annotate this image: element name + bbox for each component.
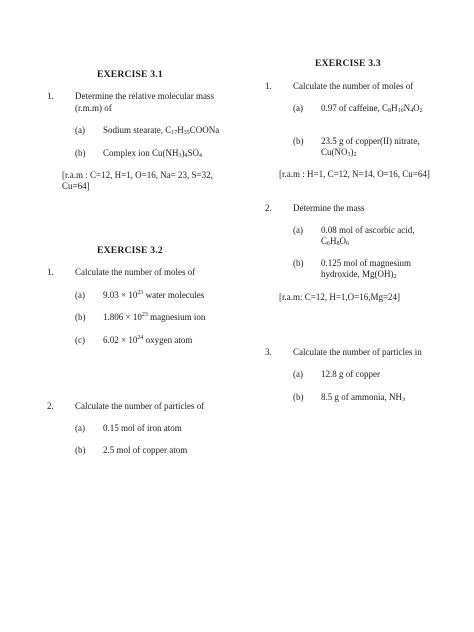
ex32-c-text: $6.02 \times 10^{24}$ oxygen atom bbox=[103, 335, 193, 345]
ex32-q2b-label: (b) bbox=[75, 445, 86, 455]
ex32-b-label: (b) bbox=[75, 312, 86, 322]
ex31-q1-line1: Determine the relative molecular mass bbox=[75, 91, 214, 101]
ex31-q1-number: 1. bbox=[47, 91, 54, 101]
ex33-b-line2: $Cu(NO_3)_2$ bbox=[321, 147, 357, 158]
ex33-q2a-label: (a) bbox=[293, 225, 303, 235]
ex33-ram1: [r.a.m : H=1, C=12, N=14, O=16, Cu=64] bbox=[279, 169, 430, 179]
ex33-a-label: (a) bbox=[293, 103, 303, 113]
ex33-q3a-label: (a) bbox=[293, 369, 303, 379]
ex32-q2b-text: 2.5 mol of copper atom bbox=[103, 445, 188, 455]
ex33-q2b-line2: hydroxide, $Mg(OH)_2$ bbox=[321, 269, 397, 280]
exercise-3-2-title: EXERCISE 3.2 bbox=[97, 245, 163, 256]
ex32-q1-text: Calculate the number of moles of bbox=[75, 267, 196, 277]
ex33-q2-number: 2. bbox=[265, 203, 272, 213]
ex33-q2a-line1: 0.08 mol of ascorbic acid, bbox=[321, 225, 415, 235]
exercise-3-1-title: EXERCISE 3.1 bbox=[97, 69, 163, 80]
ex31-ram-line1: [r.a.m : C=12, H=1, O=16, Na= 23, S=32, bbox=[62, 170, 213, 180]
ex33-q2a-line2: $C_6H_8O_6$ bbox=[321, 236, 350, 247]
ex32-q2a-text: 0.15 mol of iron atom bbox=[103, 423, 182, 433]
ex33-ram2: [r.a.m: C=12, H=1,O=16,Mg=24] bbox=[279, 292, 401, 302]
ex32-q2-text: Calculate the number of particles of bbox=[75, 401, 205, 411]
ex31-a-text: Sodium stearate, $C_{17}H_{35}COONa$ bbox=[103, 125, 220, 136]
ex33-q3b-label: (b) bbox=[293, 392, 304, 402]
ex33-a-text: 0.97 of caffeine, $C_8H_{10}N_4O_2$ bbox=[321, 103, 423, 114]
ex32-a-text: $9.03 \times 10^{23}$ water molecules bbox=[103, 290, 205, 300]
ex31-q1-line2: (r.m.m) of bbox=[75, 103, 112, 113]
ex33-q2b-label: (b) bbox=[293, 258, 304, 268]
ex31-b-text: Complex ion $Cu(NH_3)_4SO_4$ bbox=[103, 148, 203, 159]
ex32-q2a-label: (a) bbox=[75, 423, 85, 433]
ex33-b-line1: 23.5 g of copper(II) nitrate, bbox=[321, 136, 420, 146]
exercise-3-3-title: EXERCISE 3.3 bbox=[315, 58, 381, 69]
ex33-q1-number: 1. bbox=[265, 81, 272, 91]
ex31-b-label: (b) bbox=[75, 148, 86, 158]
ex32-c-label: (c) bbox=[75, 335, 85, 345]
ex33-q3-number: 3. bbox=[265, 347, 272, 357]
ex32-q2-number: 2. bbox=[47, 401, 54, 411]
ex33-q1-text: Calculate the number of moles of bbox=[293, 81, 414, 91]
ex31-a-label: (a) bbox=[75, 125, 85, 135]
ex33-q3b-text: 8.5 g of ammonia, $NH_3$ bbox=[321, 392, 405, 403]
ex33-q2-text: Determine the mass bbox=[293, 203, 365, 213]
ex33-q3a-text: 12.8 g of copper bbox=[321, 369, 380, 379]
ex31-ram-line2: Cu=64] bbox=[62, 181, 90, 191]
ex33-q2b-line1: 0.125 mol of magnesium bbox=[321, 258, 411, 268]
ex32-q1-number: 1. bbox=[47, 267, 54, 277]
ex32-a-label: (a) bbox=[75, 290, 85, 300]
ex33-b-label: (b) bbox=[293, 136, 304, 146]
ex33-q3-text: Calculate the number of particles in bbox=[293, 347, 422, 357]
ex32-b-text: $1.806 \times 10^{23}$ magnesium ion bbox=[103, 312, 206, 322]
